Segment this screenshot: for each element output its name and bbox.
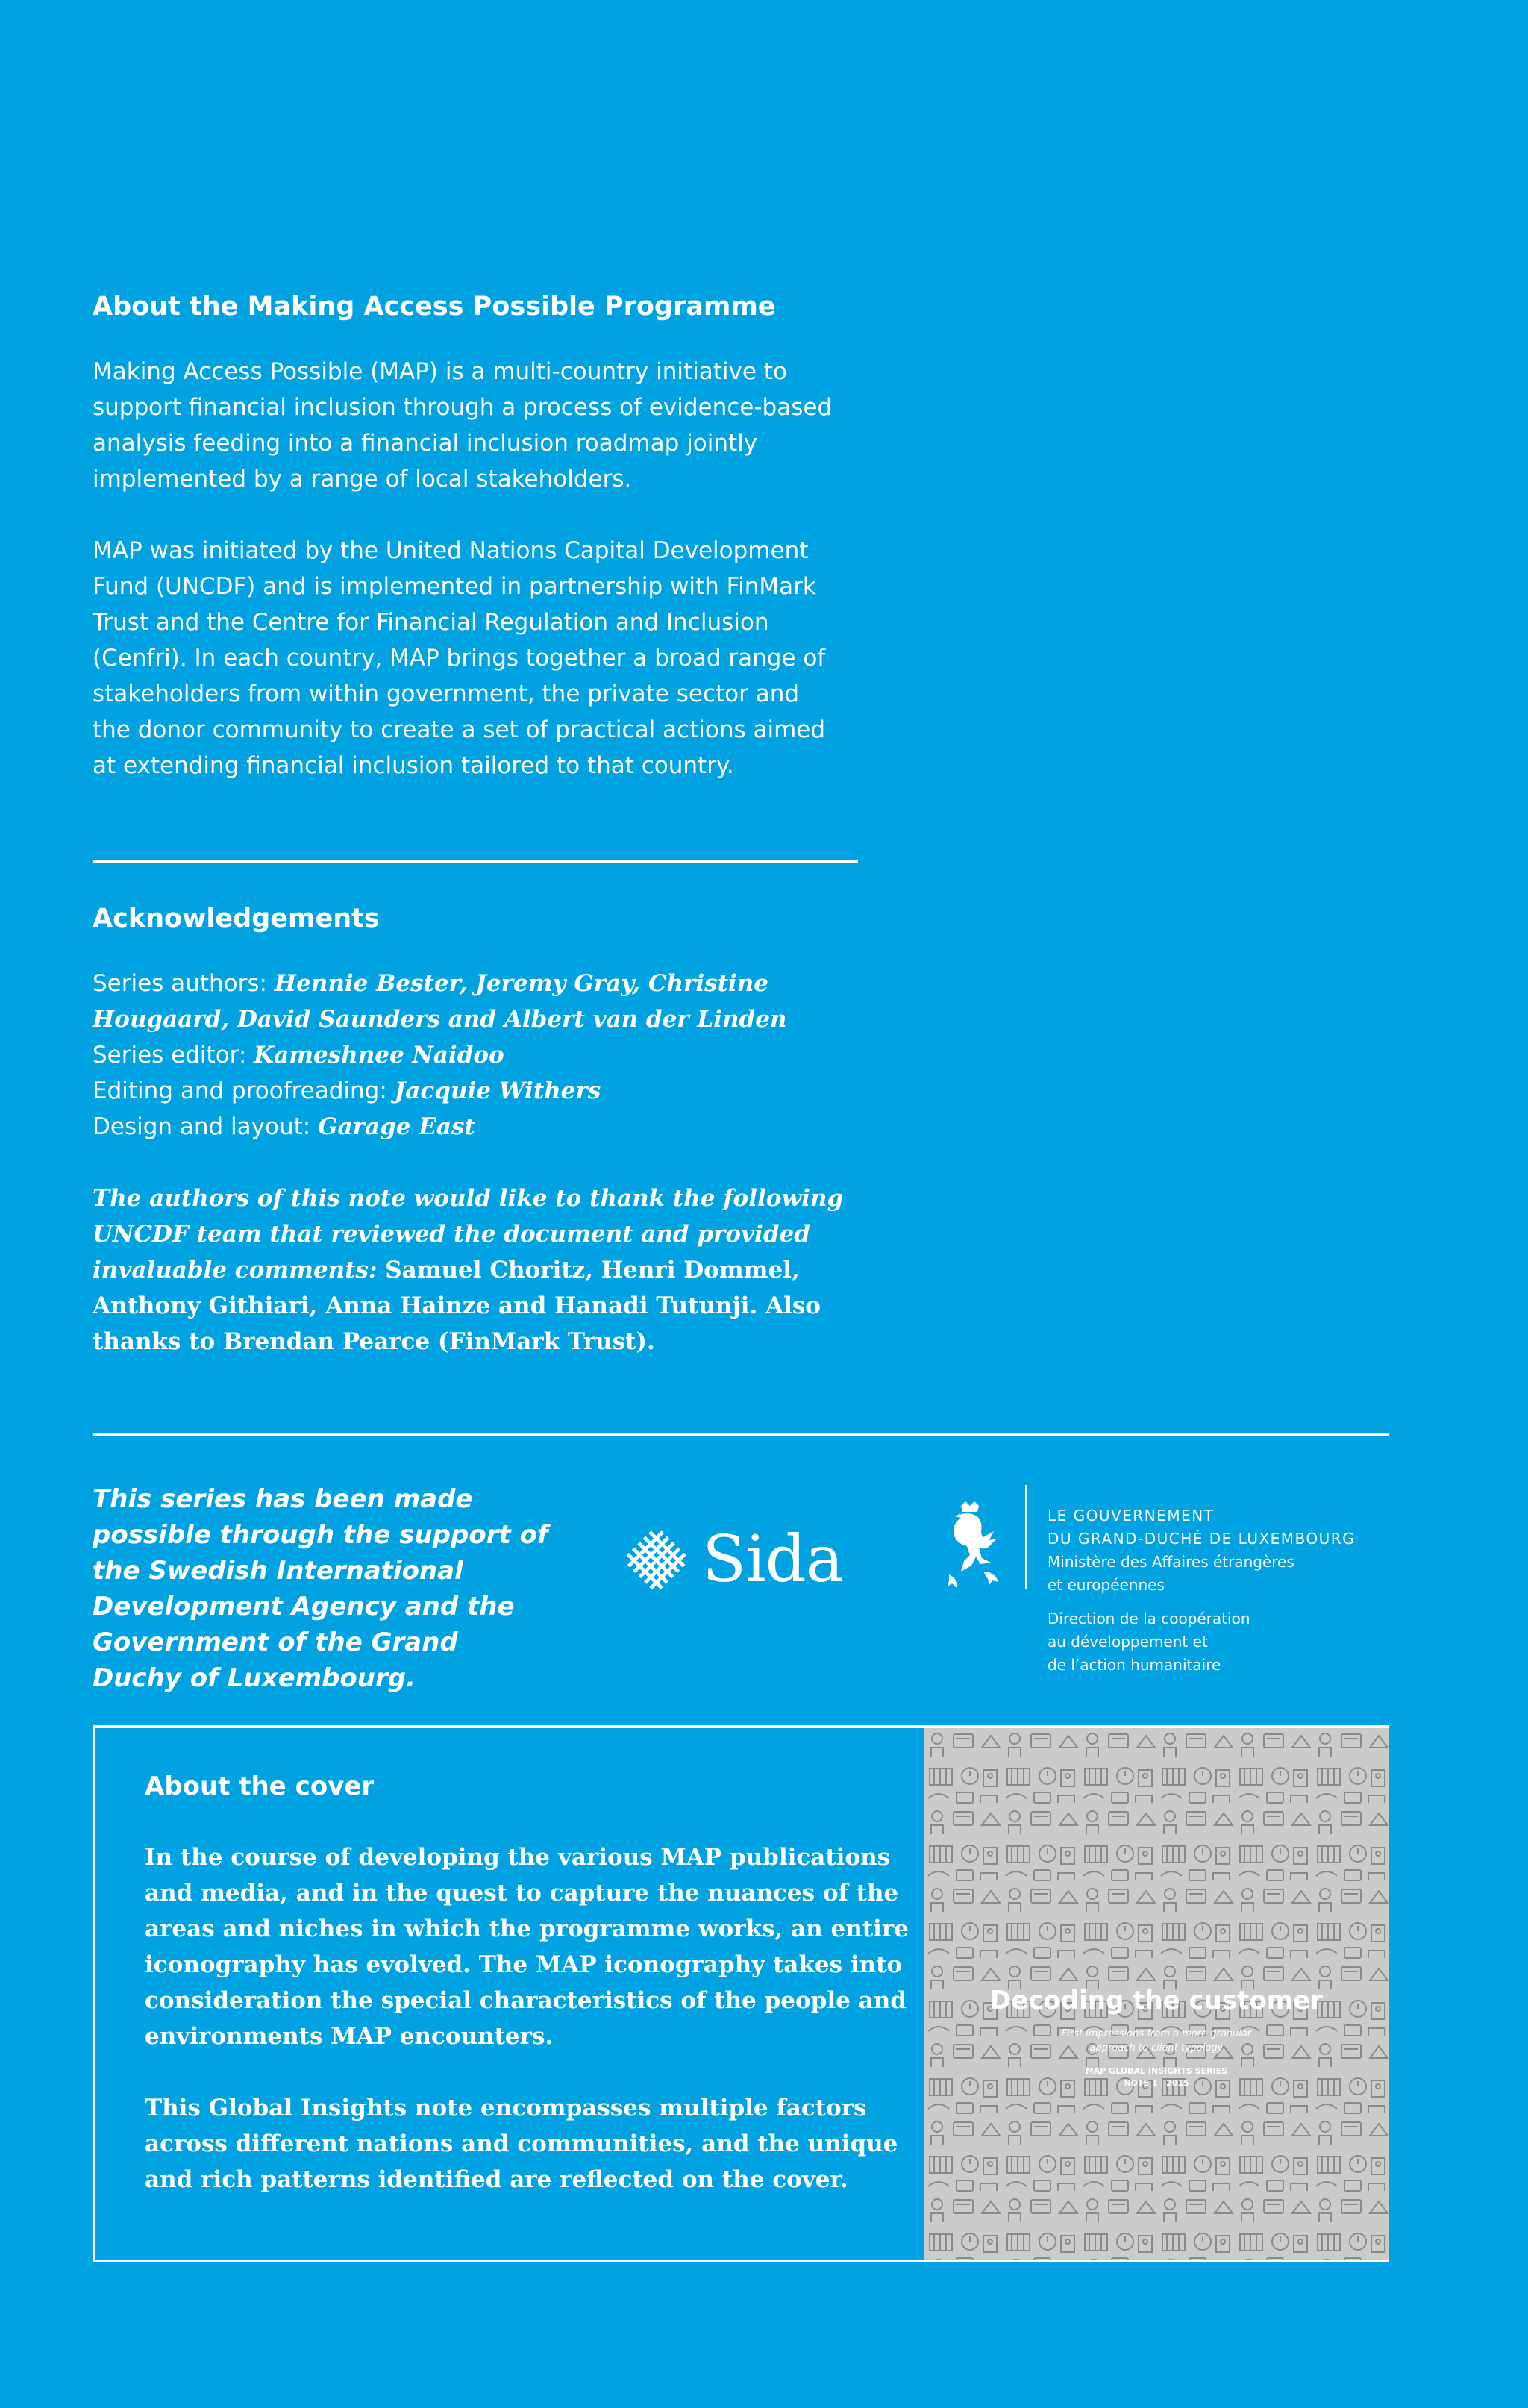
credit-names: Kameshnee Naidoo bbox=[254, 1042, 504, 1069]
credit-series-editor bbox=[93, 1037, 876, 1073]
thumbnail-series-name: MAP GLOBAL INSIGHTS SERIES bbox=[1085, 2066, 1228, 2076]
thumbnail-note-number: NOTE 1 | 2015 bbox=[1124, 2078, 1189, 2088]
support-statement: This series has been made possible through the support of the Swedish International Development Agency and the Government of the Grand Duchy of Luxembourg. bbox=[93, 1484, 548, 1693]
gov-line: LE GOUVERNEMENT bbox=[1048, 1507, 1215, 1524]
gov-line: DU GRAND-DUCHÉ DE LUXEMBOURG bbox=[1048, 1530, 1356, 1548]
thumbnail-subtitle bbox=[924, 2027, 1389, 2055]
thanks-names: Samuel Choritz, Henri Dommel, Anthony Githiari, Anna Hainze and Hanadi Tutunji. Also thanks to Brendan Pearce (FinMark Trust). bbox=[93, 1257, 821, 1355]
about-cover-heading: About the cover bbox=[145, 1771, 375, 1801]
credit-names: Jacquie Withers bbox=[394, 1078, 601, 1104]
section-divider bbox=[93, 860, 858, 863]
credit-editing bbox=[93, 1073, 876, 1109]
thanks-paragraph bbox=[93, 1180, 876, 1360]
ministry-line: et européennes bbox=[1048, 1576, 1165, 1594]
thumbnail-title: Decoding the customer bbox=[990, 1986, 1323, 2015]
acknowledgements-section bbox=[93, 903, 876, 1383]
luxembourg-ministry-text bbox=[1048, 1504, 1355, 1677]
thumbnail-series bbox=[924, 2065, 1389, 2089]
credit-names: Garage East bbox=[318, 1113, 475, 1140]
credit-design bbox=[93, 1109, 876, 1145]
credit-label: Design and layout: bbox=[93, 1113, 319, 1140]
directorate-line: Direction de la coopération bbox=[1048, 1610, 1250, 1627]
sida-wordmark: Sida bbox=[702, 1522, 843, 1597]
thumbnail-subtitle-line: approach to client typology bbox=[1089, 2042, 1224, 2054]
credit-label: Editing and proofreading: bbox=[93, 1078, 395, 1104]
credit-series-authors bbox=[93, 966, 876, 1037]
about-cover-paragraph: In the course of developing the various MAP publications and media, and in the quest to capture the nuances of the areas and niches in which the programme works, an entire iconography has evolved. The MAP iconography takes into consideration the special characteristics of the people and environments MAP encounters. bbox=[145, 1843, 909, 2050]
about-map-paragraph: MAP was initiated by the United Nations Capital Development Fund (UNCDF) and is implemented in partnership with FinMark Trust and the Centre for Financial Regulation and Inclusion (Cenfri). In each country, MAP brings together a broad range of stakeholders from within government, the private sector and the donor community to create a set of practical actions aimed at extending financial inclusion tailored to that country. bbox=[93, 537, 826, 779]
thumbnail-subtitle-line: First impressions from a more granular bbox=[1061, 2028, 1252, 2039]
credit-label: Series editor: bbox=[93, 1042, 254, 1069]
ministry-line: Ministère des Affaires étrangères bbox=[1048, 1553, 1294, 1571]
about-cover-box bbox=[93, 1725, 1389, 2262]
logo-divider bbox=[1025, 1485, 1027, 1589]
directorate-line: au développement et bbox=[1048, 1633, 1208, 1651]
sida-logo bbox=[619, 1522, 843, 1597]
credit-names: Hennie Bester, Jeremy Gray, Christine Hougaard, David Saunders and Albert van der Linden bbox=[93, 970, 787, 1033]
thanks-intro: The authors of this note would like to thank the following UNCDF team that reviewed the document and provided invaluable comments: bbox=[93, 1185, 844, 1283]
cover-thumbnail bbox=[924, 1728, 1389, 2260]
sida-mark-icon bbox=[619, 1521, 693, 1598]
section-divider bbox=[93, 1433, 1389, 1436]
about-cover-text bbox=[145, 1771, 913, 2233]
lion-crest-icon bbox=[939, 1500, 1007, 1589]
credits-list bbox=[93, 966, 876, 1145]
about-map-heading: About the Making Access Possible Programme bbox=[93, 292, 776, 322]
about-map-section bbox=[93, 291, 839, 819]
about-cover-paragraph: This Global Insights note encompasses multiple factors across different nations and communities, and the unique and rich patterns identified are reflected on the cover. bbox=[145, 2094, 898, 2193]
credit-label: Series authors: bbox=[93, 970, 275, 997]
directorate-line: de l’action humanitaire bbox=[1048, 1656, 1221, 1674]
acknowledgements-heading: Acknowledgements bbox=[93, 904, 380, 934]
about-map-paragraph: Making Access Possible (MAP) is a multi-country initiative to support financial inclusion through a process of evidence-based analysis feeding into a financial inclusion roadmap jointly implemented by a range of local stakeholders. bbox=[93, 358, 833, 492]
